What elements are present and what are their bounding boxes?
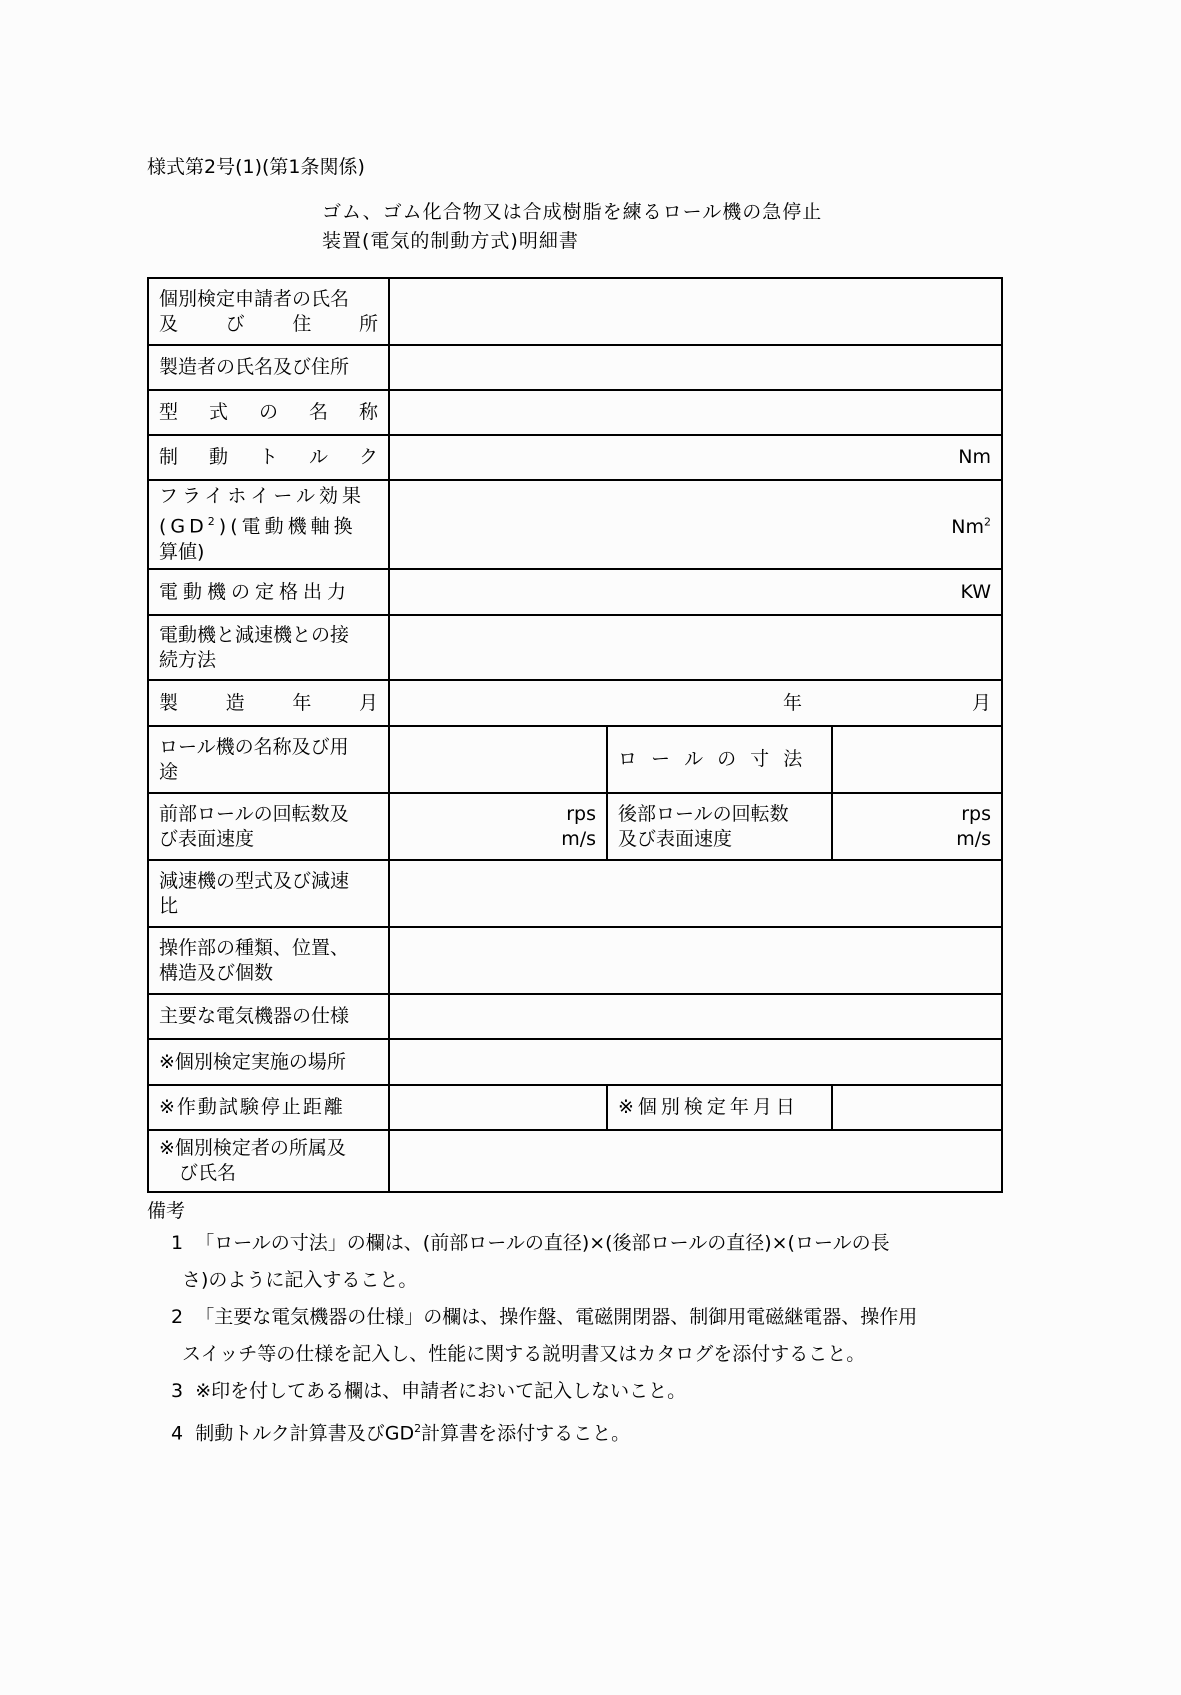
label-flywheel: フライホイール効果 $(GD^2)$(電動機軸換 算値) (148, 480, 389, 569)
row-model (148, 390, 1002, 435)
field-manufacturer[interactable] (389, 345, 1002, 390)
unit-nm: Nm (958, 446, 992, 468)
row-motor-output (148, 569, 1002, 615)
field-inspection-place[interactable] (389, 1039, 1002, 1085)
form-number: 様式第2号(1)(第1条関係) (147, 156, 365, 178)
row-manufacturer (148, 345, 1002, 390)
label-manufacturer: 製造者の氏名及び住所 (148, 345, 389, 390)
label-applicant: 個別検定申請者の氏名 及 び 住 所 (148, 278, 389, 345)
row-electrical (148, 994, 1002, 1039)
label-inspector: ※個別検定者の所属及 び氏名 (148, 1130, 389, 1192)
remarks-heading: 備考 (147, 1200, 186, 1222)
label-operating: 操作部の種類、位置、 構造及び個数 (148, 927, 389, 994)
label-roll-machine: ロール機の名称及び用 途 (148, 726, 389, 793)
remark-2: 2 「主要な電気機器の仕様」の欄は、操作盤、電磁開閉器、制御用電磁継電器、操作用 (171, 1306, 918, 1328)
remark-1: 1 「ロールの寸法」の欄は、(前部ロールの直径)×(後部ロールの直径)×(ロールの長 (171, 1232, 890, 1254)
field-flywheel[interactable] (389, 480, 1002, 569)
label-reducer: 減速機の型式及び減速 比 (148, 860, 389, 927)
row-manufacture-date (148, 680, 1002, 726)
label-front-roll-speed: 前部ロールの回転数及 び表面速度 (148, 793, 389, 860)
label-rear-roll-speed: 後部ロールの回転数 及び表面速度 (607, 793, 832, 860)
label-manufacture-date: 製 造 年 月 (148, 680, 389, 726)
row-applicant (148, 278, 1002, 345)
field-motor-output[interactable] (389, 569, 1002, 615)
field-model[interactable] (389, 390, 1002, 435)
field-manufacture-date[interactable] (389, 680, 1002, 726)
row-inspection-place (148, 1039, 1002, 1085)
field-rear-roll-speed[interactable]: rps m/s (832, 793, 1002, 860)
label-inspection-place: ※個別検定実施の場所 (148, 1039, 389, 1085)
label-inspection-date: ※個別検定年月日 (607, 1085, 832, 1130)
month-label: 月 (972, 691, 992, 714)
field-roll-machine[interactable] (389, 726, 607, 793)
row-roll-machine (148, 726, 1002, 793)
title-line-2: 装置(電気的制動方式)明細書 (322, 230, 579, 252)
field-reducer[interactable] (389, 860, 1002, 927)
row-stop-distance (148, 1085, 1002, 1130)
field-roll-dimensions[interactable] (832, 726, 1002, 793)
label-roll-dimensions: ロ ー ル の 寸 法 (607, 726, 832, 793)
specification-table (147, 277, 1003, 1193)
year-label: 年 (782, 691, 802, 714)
row-roll-speed (148, 793, 1002, 860)
field-torque[interactable] (389, 435, 1002, 480)
label-electrical: 主要な電気機器の仕様 (148, 994, 389, 1039)
field-applicant[interactable] (389, 278, 1002, 345)
field-connection[interactable] (389, 615, 1002, 680)
field-inspector[interactable] (389, 1130, 1002, 1192)
row-operating (148, 927, 1002, 994)
field-front-roll-speed[interactable]: rps m/s (389, 793, 607, 860)
label-motor-output: 電動機の定格出力 (148, 569, 389, 615)
field-stop-distance[interactable] (389, 1085, 607, 1130)
remark-4: 4 制動トルク計算書及び$GD^2$計算書を添付すること。 (171, 1422, 631, 1445)
label-torque: 制 動 ト ル ク (148, 435, 389, 480)
row-reducer (148, 860, 1002, 927)
row-connection (148, 615, 1002, 680)
field-electrical[interactable] (389, 994, 1002, 1039)
document-title (322, 198, 822, 256)
label-stop-distance: ※作動試験停止距離 (148, 1085, 389, 1130)
field-inspection-date[interactable] (832, 1085, 1002, 1130)
title-line-1: ゴム、ゴム化合物又は合成樹脂を練るロール機の急停止 (322, 201, 823, 223)
field-operating[interactable] (389, 927, 1002, 994)
row-flywheel (148, 480, 1002, 569)
label-connection: 電動機と減速機との接 続方法 (148, 615, 389, 680)
label-model: 型 式 の 名 称 (148, 390, 389, 435)
unit-nm2: Nm$^2$ (951, 515, 992, 538)
remarks-section: 備考 1 「ロールの寸法」の欄は、(前部ロールの直径)×(後部ロールの直径)×(ロールの長 さ)のように記入すること。 2 「主要な電気機器の仕様」の欄は、操作盤、電磁開閉器、制御用電磁継電器、操作用 スイッチ等の仕様を記入し、性能に関する説明書又はカタログを添付すること。 3 ※印を付してある欄は、申請者において記入しないこと。 4 制動トルク計算書及び$GD^2$計算書を添付すること。 (147, 1197, 1027, 1452)
row-inspector (148, 1130, 1002, 1192)
unit-kw: KW (960, 580, 992, 603)
remark-3: 3 ※印を付してある欄は、申請者において記入しないこと。 (171, 1380, 687, 1402)
row-torque (148, 435, 1002, 480)
